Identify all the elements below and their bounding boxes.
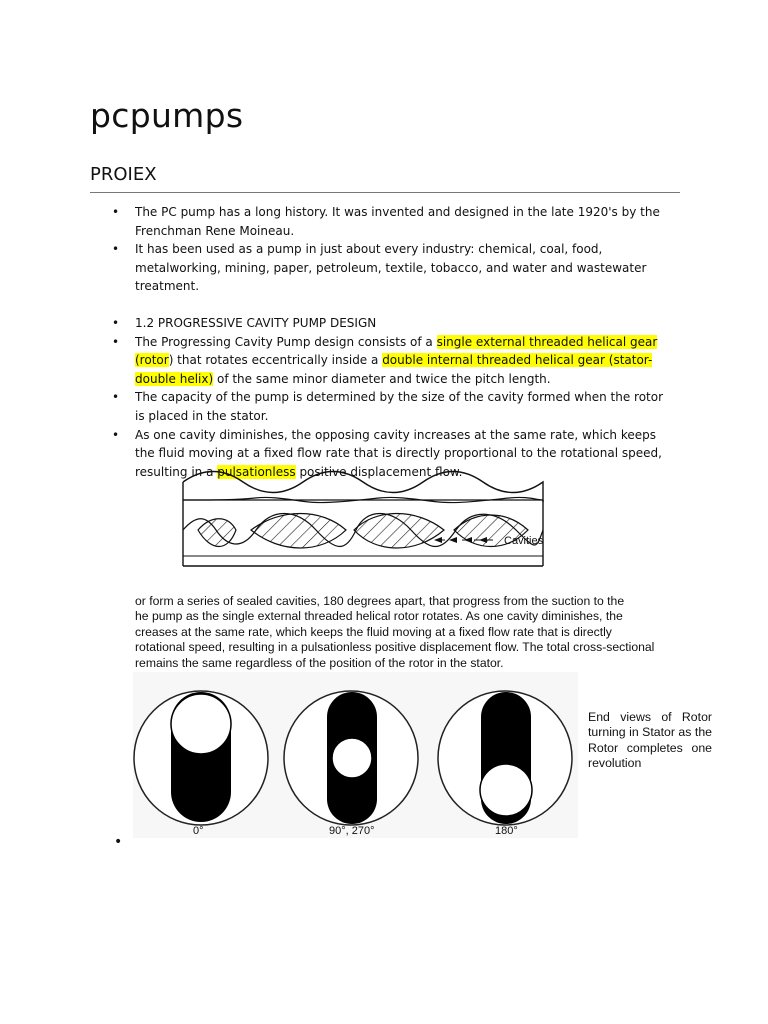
cavity-diagram (176, 470, 566, 580)
highlight-rotor: single external threaded helical gear (rotor (135, 334, 658, 368)
bullet-list (112, 203, 672, 481)
section-title: PROIEX (90, 164, 157, 185)
list-item: • It has been used as a pump in just about every industry: chemical, coal, food, metalworking, mining, paper, petroleum, textile, tobacco, and water and wastewater treatment. (112, 240, 672, 296)
cavity (251, 514, 346, 549)
angle-label: 180° (495, 825, 518, 837)
stator-outline (183, 472, 543, 509)
highlight-stator: double internal threaded helical gear (stator-double helix) (135, 353, 653, 386)
rotor-circle (332, 738, 372, 778)
empty-bullet: • (114, 834, 123, 850)
list-item: • The capacity of the pump is determined by the size of the cavity formed when the rotor is placed in the stator. (112, 388, 672, 425)
end-view-note: End views of Rotor turning in Stator as the Rotor completes one revolution (588, 710, 712, 771)
rotor-circle (171, 694, 231, 754)
caption-line: he pump as the single external threaded helical rotor rotates. As one cavity diminishes, the (135, 609, 623, 624)
list-item: • As one cavity diminishes, the opposing cavity increases at the same rate, which keeps the fluid moving at a fixed flow rate that is directly proportional to the rotational speed, resulting in a pulsationless positive displacement flow. (112, 426, 672, 482)
cavities-label: Cavities (504, 535, 544, 547)
caption-line: rotational speed, resulting in a pulsationless positive displacement flow. The total cross-sectional (135, 640, 655, 655)
design-heading: • 1.2 PROGRESSIVE CAVITY PUMP DESIGN (112, 314, 672, 333)
rotor-circle (480, 764, 532, 816)
angle-label: 90°, 270° (329, 825, 375, 837)
page-title: pcpumps (90, 96, 244, 135)
list-item: • The Progressing Cavity Pump design consists of a single external threaded helical gear (rotor) that rotates eccentrically inside a double internal threaded helical gear (stator-double helix) of the same minor diameter and twice the pitch length. (112, 333, 672, 389)
caption-line: remains the same regardless of the position of the rotor in the stator. (135, 655, 504, 670)
list-item: • The PC pump has a long history. It was invented and designed in the late 1920's by the Frenchman Rene Moineau. (112, 203, 672, 240)
cavity (354, 514, 444, 549)
caption-line: or form a series of sealed cavities, 180 degrees apart, that progress from the suction to the (135, 594, 625, 608)
angle-label: 0° (193, 825, 204, 837)
figure-caption (135, 594, 681, 671)
caption-line: creases at the same rate, which keeps the fluid moving at a fixed flow rate that is directly (135, 624, 612, 639)
highlight-pulsationless: pulsationless (217, 464, 296, 479)
heading-rule (90, 192, 680, 193)
